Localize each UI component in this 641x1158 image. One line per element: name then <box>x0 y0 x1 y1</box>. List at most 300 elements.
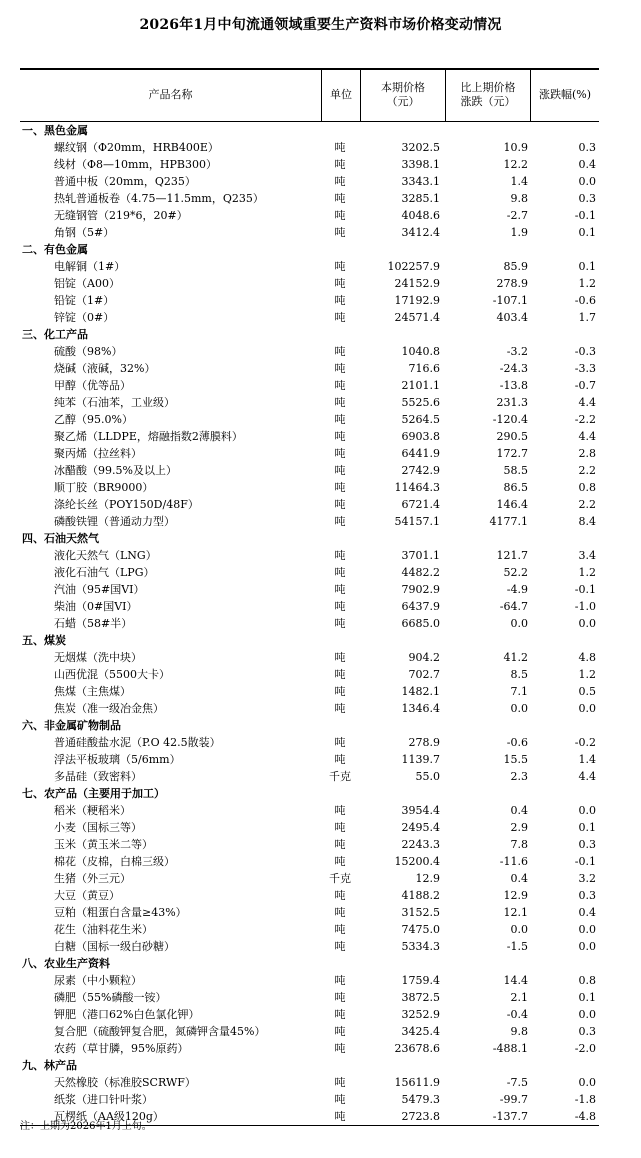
price-cell: 2101.1 <box>401 378 440 392</box>
category-row <box>20 530 599 547</box>
header-name: 产品名称 <box>148 88 193 101</box>
table-row <box>20 1040 599 1057</box>
change-cell: 2.3 <box>510 769 528 783</box>
change-cell: -1.5 <box>506 939 528 953</box>
price-cell: 2742.9 <box>401 463 440 477</box>
unit-cell: 吨 <box>334 310 346 324</box>
pct-cell: 2.8 <box>578 446 596 460</box>
table-row <box>20 479 599 496</box>
pct-cell: 0.8 <box>578 480 596 494</box>
product-name: 钾肥（港口62%白色氯化钾） <box>54 1007 200 1021</box>
product-name: 天然橡胶（标准胶SCRWF） <box>54 1075 196 1089</box>
product-name: 石蜡（58#半） <box>54 616 133 630</box>
change-cell: 2.9 <box>510 820 528 834</box>
unit-cell: 吨 <box>334 752 346 766</box>
table-row <box>20 173 599 190</box>
change-cell: 0.4 <box>510 803 528 817</box>
change-cell: 10.9 <box>503 140 528 154</box>
pct-cell: -0.6 <box>574 293 596 307</box>
product-name: 汽油（95#国VI） <box>54 582 145 596</box>
table-row <box>20 1023 599 1040</box>
pct-cell: -0.2 <box>574 735 596 749</box>
table-row <box>20 309 599 326</box>
category-label: 八、农业生产资料 <box>22 956 110 970</box>
pct-cell: -0.7 <box>574 378 596 392</box>
table-row <box>20 462 599 479</box>
pct-cell: 0.8 <box>578 973 596 987</box>
change-cell: 15.5 <box>503 752 528 766</box>
pct-cell: 0.1 <box>578 820 596 834</box>
change-cell: 7.1 <box>510 684 528 698</box>
price-cell: 5525.6 <box>401 395 440 409</box>
unit-cell: 吨 <box>334 820 346 834</box>
table-row <box>20 768 599 785</box>
pct-cell: 0.3 <box>578 1024 596 1038</box>
category-row <box>20 241 599 258</box>
product-name: 农药（草甘膦，95%原药） <box>54 1041 189 1055</box>
unit-cell: 吨 <box>334 803 346 817</box>
pct-cell: 0.3 <box>578 888 596 902</box>
product-name: 冰醋酸（99.5%及以上） <box>54 463 177 477</box>
product-name: 柴油（0#国VI） <box>54 599 138 613</box>
pct-cell: 0.1 <box>578 225 596 239</box>
pct-cell: 0.1 <box>578 259 596 273</box>
pct-cell: 0.0 <box>578 701 596 715</box>
table-row <box>20 428 599 445</box>
unit-cell: 吨 <box>334 378 346 392</box>
price-cell: 1139.7 <box>401 752 440 766</box>
table-row <box>20 921 599 938</box>
pct-cell: 4.8 <box>578 650 596 664</box>
product-name: 涤纶长丝（POY150D/48F） <box>54 497 199 511</box>
header-unit: 单位 <box>330 88 352 101</box>
table-row <box>20 207 599 224</box>
pct-cell: 0.0 <box>578 1007 596 1021</box>
price-cell: 15611.9 <box>394 1075 440 1089</box>
unit-cell: 吨 <box>334 225 346 239</box>
change-cell: -7.5 <box>506 1075 528 1089</box>
category-row <box>20 632 599 649</box>
price-cell: 1040.8 <box>401 344 440 358</box>
unit-cell: 吨 <box>334 973 346 987</box>
pct-cell: -0.1 <box>574 582 596 596</box>
product-name: 铝锭（A00） <box>54 276 120 290</box>
pct-cell: -4.8 <box>574 1109 596 1123</box>
table-row <box>20 683 599 700</box>
table-row <box>20 870 599 887</box>
page-title: 2026年1月中旬流通领域重要生产资料市场价格变动情况 <box>139 17 502 33</box>
product-name: 花生（油料花生米） <box>54 922 153 936</box>
price-cell: 2495.4 <box>401 820 440 834</box>
unit-cell: 吨 <box>334 1092 346 1106</box>
unit-cell: 吨 <box>334 1075 346 1089</box>
pct-cell: 0.0 <box>578 1075 596 1089</box>
unit-cell: 吨 <box>334 1007 346 1021</box>
pct-cell: 1.2 <box>578 667 596 681</box>
pct-cell: 4.4 <box>578 429 596 443</box>
change-cell: 9.8 <box>510 191 528 205</box>
product-name: 角钢（5#） <box>54 225 115 239</box>
price-cell: 54157.1 <box>394 514 440 528</box>
price-cell: 5264.5 <box>401 412 440 426</box>
table-row <box>20 377 599 394</box>
unit-cell: 吨 <box>334 191 346 205</box>
table-header <box>20 70 599 121</box>
product-name: 棉花（皮棉，白棉三级） <box>54 854 175 868</box>
product-name: 液化石油气（LPG） <box>54 565 155 579</box>
unit-cell: 吨 <box>334 650 346 664</box>
pct-cell: -1.0 <box>574 599 596 613</box>
table-row <box>20 615 599 632</box>
change-cell: 2.1 <box>510 990 528 1004</box>
change-cell: -0.6 <box>506 735 528 749</box>
table-row <box>20 547 599 564</box>
change-cell: -3.2 <box>506 344 528 358</box>
price-cell: 1482.1 <box>401 684 440 698</box>
price-cell: 3152.5 <box>401 905 440 919</box>
category-label: 五、煤炭 <box>22 633 66 647</box>
price-cell: 55.0 <box>415 769 440 783</box>
price-cell: 7902.9 <box>401 582 440 596</box>
header-price: 本期价格（元） <box>381 81 425 108</box>
table-row <box>20 666 599 683</box>
product-name: 焦煤（主焦煤） <box>54 684 131 698</box>
price-cell: 5479.3 <box>401 1092 440 1106</box>
change-cell: 7.8 <box>510 837 528 851</box>
change-cell: -488.1 <box>492 1041 528 1055</box>
change-cell: 52.2 <box>503 565 528 579</box>
category-row <box>20 1057 599 1074</box>
table-row <box>20 343 599 360</box>
price-cell: 702.7 <box>408 667 440 681</box>
price-cell: 6441.9 <box>401 446 440 460</box>
price-cell: 12.9 <box>415 871 440 885</box>
product-name: 磷酸铁锂（普通动力型） <box>54 514 175 528</box>
category-label: 七、农产品（主要用于加工） <box>22 786 165 800</box>
price-cell: 5334.3 <box>401 939 440 953</box>
change-cell: 290.5 <box>496 429 528 443</box>
pct-cell: -0.1 <box>574 854 596 868</box>
change-cell: -0.4 <box>506 1007 528 1021</box>
unit-cell: 吨 <box>334 174 346 188</box>
pct-cell: 0.5 <box>578 684 596 698</box>
price-cell: 3872.5 <box>401 990 440 1004</box>
price-cell: 1759.4 <box>401 973 440 987</box>
product-name: 尿素（中小颗粒） <box>54 973 142 987</box>
change-cell: 12.1 <box>503 905 528 919</box>
unit-cell: 吨 <box>334 429 346 443</box>
product-name: 焦炭（准一级冶金焦） <box>54 701 164 715</box>
price-cell: 2243.3 <box>401 837 440 851</box>
price-cell: 1346.4 <box>401 701 440 715</box>
unit-cell: 吨 <box>334 701 346 715</box>
unit-cell: 吨 <box>334 582 346 596</box>
pct-cell: 0.4 <box>578 905 596 919</box>
change-cell: 121.7 <box>496 548 528 562</box>
table-row <box>20 411 599 428</box>
table-row <box>20 1006 599 1023</box>
product-name: 生猪（外三元） <box>54 871 131 885</box>
category-label: 六、非金属矿物制品 <box>22 718 121 732</box>
unit-cell: 吨 <box>334 1109 346 1123</box>
change-cell: -13.8 <box>499 378 528 392</box>
unit-cell: 吨 <box>334 667 346 681</box>
pct-cell: 3.2 <box>578 871 596 885</box>
product-name: 瓦楞纸（AA级120g） <box>54 1109 164 1123</box>
table-row <box>20 224 599 241</box>
unit-cell: 吨 <box>334 446 346 460</box>
price-cell: 3412.4 <box>401 225 440 239</box>
product-name: 玉米（黄玉米二等） <box>54 837 153 851</box>
price-cell: 278.9 <box>408 735 440 749</box>
product-name: 乙醇（95.0%） <box>54 412 133 426</box>
price-cell: 2723.8 <box>401 1109 440 1123</box>
price-cell: 3954.4 <box>401 803 440 817</box>
change-cell: 58.5 <box>503 463 528 477</box>
table-row <box>20 819 599 836</box>
table-row <box>20 802 599 819</box>
pct-cell: 2.2 <box>578 497 596 511</box>
pct-cell: 0.0 <box>578 803 596 817</box>
price-cell: 3343.1 <box>401 174 440 188</box>
pct-cell: 0.1 <box>578 990 596 1004</box>
unit-cell: 吨 <box>334 514 346 528</box>
price-cell: 3398.1 <box>401 157 440 171</box>
header-change: 比上期价格涨跌（元） <box>460 81 516 108</box>
change-cell: -24.3 <box>499 361 528 375</box>
category-row <box>20 717 599 734</box>
product-name: 普通中板（20mm，Q235） <box>54 174 196 188</box>
product-name: 普通硅酸盐水泥（P.O 42.5散装） <box>54 735 221 749</box>
unit-cell: 吨 <box>334 497 346 511</box>
change-cell: -120.4 <box>492 412 528 426</box>
category-row <box>20 785 599 802</box>
table-row <box>20 139 599 156</box>
price-cell: 24571.4 <box>394 310 440 324</box>
table-row <box>20 853 599 870</box>
unit-cell: 吨 <box>334 684 346 698</box>
change-cell: 231.3 <box>496 395 528 409</box>
unit-cell: 千克 <box>329 769 351 783</box>
change-cell: -11.6 <box>499 854 528 868</box>
change-cell: 0.0 <box>510 701 528 715</box>
table-row <box>20 564 599 581</box>
category-row <box>20 122 599 139</box>
price-table <box>20 68 599 1126</box>
price-cell: 716.6 <box>408 361 440 375</box>
product-name: 聚乙烯（LLDPE，熔融指数2薄膜料） <box>54 429 243 443</box>
pct-cell: 4.4 <box>578 769 596 783</box>
price-cell: 6903.8 <box>401 429 440 443</box>
header-divider <box>360 70 361 121</box>
category-row <box>20 955 599 972</box>
change-cell: 4177.1 <box>489 514 528 528</box>
pct-cell: 8.4 <box>578 514 596 528</box>
table-row <box>20 938 599 955</box>
change-cell: 0.0 <box>510 616 528 630</box>
pct-cell: 0.0 <box>578 922 596 936</box>
table-row <box>20 258 599 275</box>
product-name: 无缝钢管（219*6，20#） <box>54 208 188 222</box>
table-row <box>20 513 599 530</box>
pct-cell: 4.4 <box>578 395 596 409</box>
price-cell: 102257.9 <box>387 259 440 273</box>
table-row <box>20 751 599 768</box>
unit-cell: 吨 <box>334 293 346 307</box>
table-row <box>20 581 599 598</box>
pct-cell: 0.4 <box>578 157 596 171</box>
pct-cell: -0.3 <box>574 344 596 358</box>
price-cell: 3701.1 <box>401 548 440 562</box>
unit-cell: 吨 <box>334 157 346 171</box>
pct-cell: -0.1 <box>574 208 596 222</box>
unit-cell: 吨 <box>334 1041 346 1055</box>
table-row <box>20 649 599 666</box>
table-row <box>20 836 599 853</box>
change-cell: 12.9 <box>503 888 528 902</box>
table-row <box>20 989 599 1006</box>
price-cell: 3285.1 <box>401 191 440 205</box>
product-name: 铅锭（1#） <box>54 293 115 307</box>
price-cell: 6721.4 <box>401 497 440 511</box>
price-cell: 4482.2 <box>401 565 440 579</box>
unit-cell: 吨 <box>334 344 346 358</box>
change-cell: 85.9 <box>503 259 528 273</box>
change-cell: -137.7 <box>492 1109 528 1123</box>
pct-cell: 0.3 <box>578 191 596 205</box>
price-cell: 15200.4 <box>394 854 440 868</box>
change-cell: -4.9 <box>506 582 528 596</box>
unit-cell: 吨 <box>334 888 346 902</box>
unit-cell: 吨 <box>334 259 346 273</box>
change-cell: 0.0 <box>510 922 528 936</box>
price-cell: 23678.6 <box>394 1041 440 1055</box>
unit-cell: 吨 <box>334 480 346 494</box>
category-label: 二、有色金属 <box>22 242 88 256</box>
product-name: 多晶硅（致密料） <box>54 769 142 783</box>
unit-cell: 千克 <box>329 871 351 885</box>
price-cell: 6437.9 <box>401 599 440 613</box>
change-cell: 8.5 <box>510 667 528 681</box>
change-cell: 278.9 <box>496 276 528 290</box>
price-cell: 3202.5 <box>401 140 440 154</box>
table-row <box>20 972 599 989</box>
change-cell: 14.4 <box>503 973 528 987</box>
pct-cell: 0.3 <box>578 140 596 154</box>
product-name: 甲醇（优等品） <box>54 378 131 392</box>
table-row <box>20 1091 599 1108</box>
product-name: 纯苯（石油苯，工业级） <box>54 395 175 409</box>
table-row <box>20 887 599 904</box>
unit-cell: 吨 <box>334 565 346 579</box>
unit-cell: 吨 <box>334 361 346 375</box>
change-cell: -2.7 <box>506 208 528 222</box>
price-cell: 7475.0 <box>401 922 440 936</box>
price-cell: 4048.6 <box>401 208 440 222</box>
unit-cell: 吨 <box>334 905 346 919</box>
unit-cell: 吨 <box>334 990 346 1004</box>
table-row <box>20 700 599 717</box>
price-cell: 3425.4 <box>401 1024 440 1038</box>
change-cell: 86.5 <box>503 480 528 494</box>
unit-cell: 吨 <box>334 548 346 562</box>
pct-cell: 1.4 <box>578 752 596 766</box>
product-name: 烧碱（液碱，32%） <box>54 361 156 375</box>
change-cell: -107.1 <box>492 293 528 307</box>
price-cell: 6685.0 <box>401 616 440 630</box>
product-name: 复合肥（硫酸钾复合肥，氮磷钾含量45%） <box>54 1024 266 1038</box>
pct-cell: 1.2 <box>578 565 596 579</box>
product-name: 液化天然气（LNG） <box>54 548 157 562</box>
product-name: 稻米（粳稻米） <box>54 803 131 817</box>
unit-cell: 吨 <box>334 140 346 154</box>
category-label: 一、黑色金属 <box>22 123 88 137</box>
category-row <box>20 326 599 343</box>
product-name: 小麦（国标三等） <box>54 820 142 834</box>
table-row <box>20 445 599 462</box>
footnote: 注：上期为2026年1月上旬。 <box>20 1121 152 1132</box>
unit-cell: 吨 <box>334 616 346 630</box>
product-name: 热轧普通板卷（4.75—11.5mm，Q235） <box>54 191 264 205</box>
table-body <box>20 122 599 1125</box>
change-cell: 41.2 <box>503 650 528 664</box>
unit-cell: 吨 <box>334 208 346 222</box>
table-row <box>20 904 599 921</box>
pct-cell: 0.0 <box>578 939 596 953</box>
product-name: 线材（Φ8—10mm，HPB300） <box>54 157 217 171</box>
table-row <box>20 1074 599 1091</box>
change-cell: 9.8 <box>510 1024 528 1038</box>
price-cell: 11464.3 <box>394 480 440 494</box>
product-name: 大豆（黄豆） <box>54 888 120 902</box>
table-row <box>20 394 599 411</box>
change-cell: 172.7 <box>496 446 528 460</box>
pct-cell: 2.2 <box>578 463 596 477</box>
product-name: 白糖（国标一级白砂糖） <box>54 939 175 953</box>
price-cell: 17192.9 <box>394 293 440 307</box>
product-name: 聚丙烯（拉丝料） <box>54 446 142 460</box>
product-name: 顺丁胶（BR9000） <box>54 480 154 494</box>
change-cell: 12.2 <box>503 157 528 171</box>
header-pct: 涨跌幅(%) <box>538 88 592 101</box>
pct-cell: 1.2 <box>578 276 596 290</box>
pct-cell: -3.3 <box>574 361 596 375</box>
change-cell: 0.4 <box>510 871 528 885</box>
change-cell: -99.7 <box>499 1092 528 1106</box>
unit-cell: 吨 <box>334 276 346 290</box>
header-divider <box>445 70 446 121</box>
unit-cell: 吨 <box>334 463 346 477</box>
unit-cell: 吨 <box>334 1024 346 1038</box>
table-row <box>20 190 599 207</box>
product-name: 磷肥（55%磷酸一铵） <box>54 990 167 1004</box>
pct-cell: -2.0 <box>574 1041 596 1055</box>
price-cell: 904.2 <box>408 650 440 664</box>
product-name: 螺纹钢（Φ20mm，HRB400E） <box>54 140 219 154</box>
table-row <box>20 275 599 292</box>
price-cell: 4188.2 <box>401 888 440 902</box>
price-cell: 3252.9 <box>401 1007 440 1021</box>
change-cell: 1.4 <box>510 174 528 188</box>
pct-cell: 0.0 <box>578 174 596 188</box>
change-cell: 403.4 <box>496 310 528 324</box>
product-name: 浮法平板玻璃（5/6mm） <box>54 752 181 766</box>
product-name: 硫酸（98%） <box>54 344 123 358</box>
product-name: 豆粕（粗蛋白含量≥43%） <box>54 905 187 919</box>
pct-cell: 0.0 <box>578 616 596 630</box>
change-cell: 146.4 <box>496 497 528 511</box>
product-name: 锌锭（0#） <box>54 310 115 324</box>
